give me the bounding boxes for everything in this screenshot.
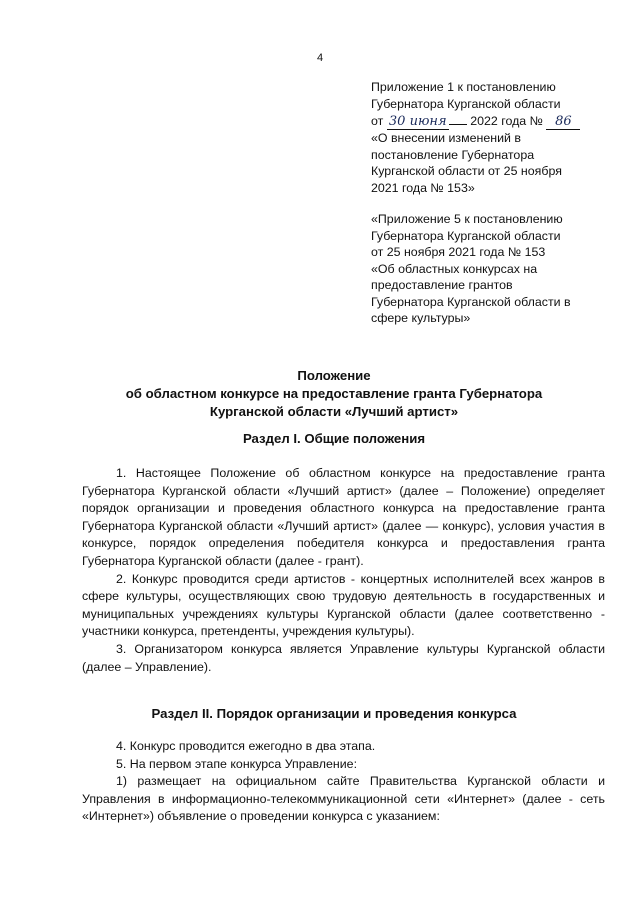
section1-body (82, 465, 605, 676)
appendix5-line6: Губернатора Курганской области в (371, 294, 571, 309)
paragraph-1: 1. Настоящее Положение об областном конкурсе на предоставление гранта Губернатора Курганской области «Лучший артист» (далее – Положение) определяет порядок организации и проведения областного конкурса на предоставление гранта Губернатора Курганской области «Лучший артист» (далее — конкурс), условия участия в конкурсе, порядок определения победителя конкурса и предоставления гранта Губернатора Курганской области (далее - грант). (82, 466, 605, 568)
appendix5-line7: сфере культуры» (371, 311, 471, 325)
year-text: 2022 года № (470, 114, 543, 128)
appendix5-line1: «Приложение 5 к постановлению (371, 212, 563, 226)
paragraph-5-1: 1) размещает на официальном сайте Правительства Курганской области и Управления в информационно-телекоммуникационной сети «Интернет» (далее - сеть «Интернет») объявление о проведении конкурса с указанием: (82, 774, 605, 824)
appendix1-line7: 2021 года № 153» (371, 180, 475, 195)
section2-body (82, 738, 605, 826)
appendix1-line1: Приложение 1 к постановлению (371, 80, 556, 94)
appendix1-date-line (371, 112, 611, 130)
paragraph-4: 4. Конкурс проводится ежегодно в два этапа. (116, 739, 376, 753)
title-line2: об областном конкурсе на предоставление гранта Губернатора (125, 386, 543, 401)
appendix5-line4: «Об областных конкурсах на (371, 261, 538, 276)
paragraph-3: 3. Организатором конкурса является Управление культуры Курганской области (далее – Управление). (82, 641, 605, 674)
page-number: 4 (316, 52, 324, 64)
appendix1-line6: Курганской области от 25 ноября (371, 164, 562, 178)
handwritten-date: 30 июня (387, 115, 449, 130)
appendix1-line2: Губернатора Курганской области (371, 96, 561, 111)
paragraph-2: 2. Конкурс проводится среди артистов - концертных исполнителей всех жанров в сфере культуры, осуществляющих свою трудовую деятельность в государственных и муниципальных учреждениях культуры Курганской области (далее соответственно - участники конкурса, претенденты, учреждения культуры). (82, 571, 605, 639)
title-line3: Курганской области «Лучший артист» (209, 404, 459, 419)
handwritten-number: 86 (546, 115, 580, 130)
appendix5-line5: предоставление грантов (371, 278, 513, 292)
date-underline (449, 112, 467, 125)
from-label: от (371, 114, 384, 128)
appendix1-line4: «О внесении изменений в (371, 131, 521, 145)
section2-heading: Раздел II. Порядок организации и проведения конкурса (151, 706, 517, 721)
section1-heading: Раздел I. Общие положения (242, 431, 426, 446)
appendix5-line2: Губернатора Курганской области (371, 228, 561, 243)
paragraph-5: 5. На первом этапе конкурса Управление: (116, 756, 358, 771)
appendix5-line3: от 25 ноября 2021 года № 153 (371, 245, 546, 259)
appendix-header (371, 79, 611, 327)
appendix1-line5: постановление Губернатора (371, 147, 535, 162)
title-line1: Положение (297, 368, 371, 383)
document-title (60, 367, 608, 421)
